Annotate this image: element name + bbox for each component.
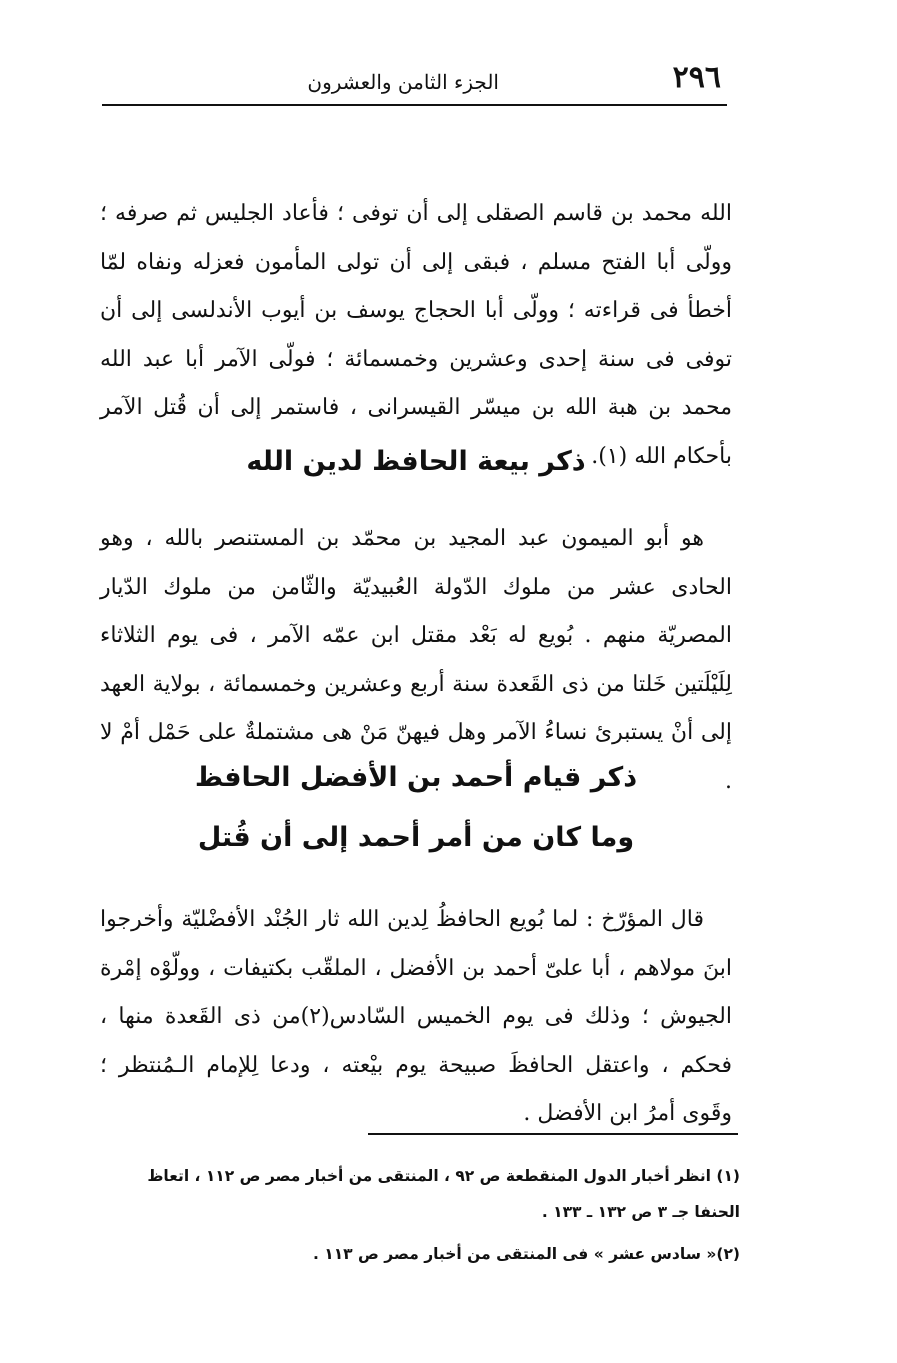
running-header	[102, 58, 727, 106]
page-number: ٢٩٦	[672, 60, 721, 95]
paragraph-2: هو أبو الميمون عبد المجيد بن محمّد بن المستنصر بالله ، وهو الحادى عشر من ملوك الدّولة العُبيديّة والثّامن من ملوك الدّيار المصريّة منهم . بُويع له بَعْد مقتل ابن عمّه الآمر ، فى يوم الثلاثاء لِلَيْلَتين خَلتا من ذى القَعدة سنة أربع وعشرين وخمسمائة ، بولاية العهد إلى أنْ يستبرئ نساءُ الآمر وهل فيهنّ مَنْ هى مشتملةٌ على حَمْل أمْ لا .	[100, 526, 732, 794]
section-heading-hafiz-oath: ذكر بيعة الحافظ لدين الله	[246, 446, 586, 477]
section-heading-ahmad-line1: ذكر قيام أحمد بن الأفضل الحافظ	[194, 762, 638, 793]
section-heading-ahmad-line2: وما كان من أمر أحمد إلى أن قُتل	[197, 822, 635, 853]
running-title: الجزء الثامن والعشرون	[307, 70, 499, 94]
footnote-2: (٢)« سادس عشر » فى المنتقى من أخبار مصر ص ١١٣ .	[312, 1245, 740, 1263]
footnote-1: (١) انظر أخبار الدول المنقطعة ص ٩٢ ، المنتقى من أخبار مصر ص ١١٢ ، اتعاظ الحنفا جـ ٣ ص ١٣٢ ـ ١٣٣ .	[147, 1167, 740, 1221]
footnote-divider	[368, 1133, 738, 1135]
paragraph-3: قال المؤرّخ : لما بُويع الحافظُ لِدين الله ثار الجُنْد الأفضْليّة وأخرجوا ابنَ مولاهم ، أبا علىّ أحمد بن الأفضل ، الملقّب بكتيفات ، وولّوْه إمْرة الجيوش ؛ وذلك فى يوم الخميس السّادس(٢)من ذى القَعدة منها ، فحكم ، واعتقل الحافظَ صبيحة يوم بيْعته ، ودعا لِلإمام الـمُنتظر ؛ وقَوى أمرُ ابن الأفضل .	[100, 907, 732, 1126]
paragraph-1: الله محمد بن قاسم الصقلى إلى أن توفى ؛ فأعاد الجليس ثم صرفه ؛ وولّى أبا الفتح مسلم ، فبقى إلى أن تولى المأمون فعزله ونفاه لمّا أخطأ فى قراءته ؛ وولّى أبا الحجاج يوسف بن أيوب الأندلسى إلى أن توفى فى سنة إحدى وعشرين وخمسمائة ؛ فولّى الآمر أبا عبد الله محمد بن هبة الله بن ميسّر القيسرانى ، فاستمر إلى أن قُتل الآمر بأحكام الله (١).	[100, 201, 732, 469]
